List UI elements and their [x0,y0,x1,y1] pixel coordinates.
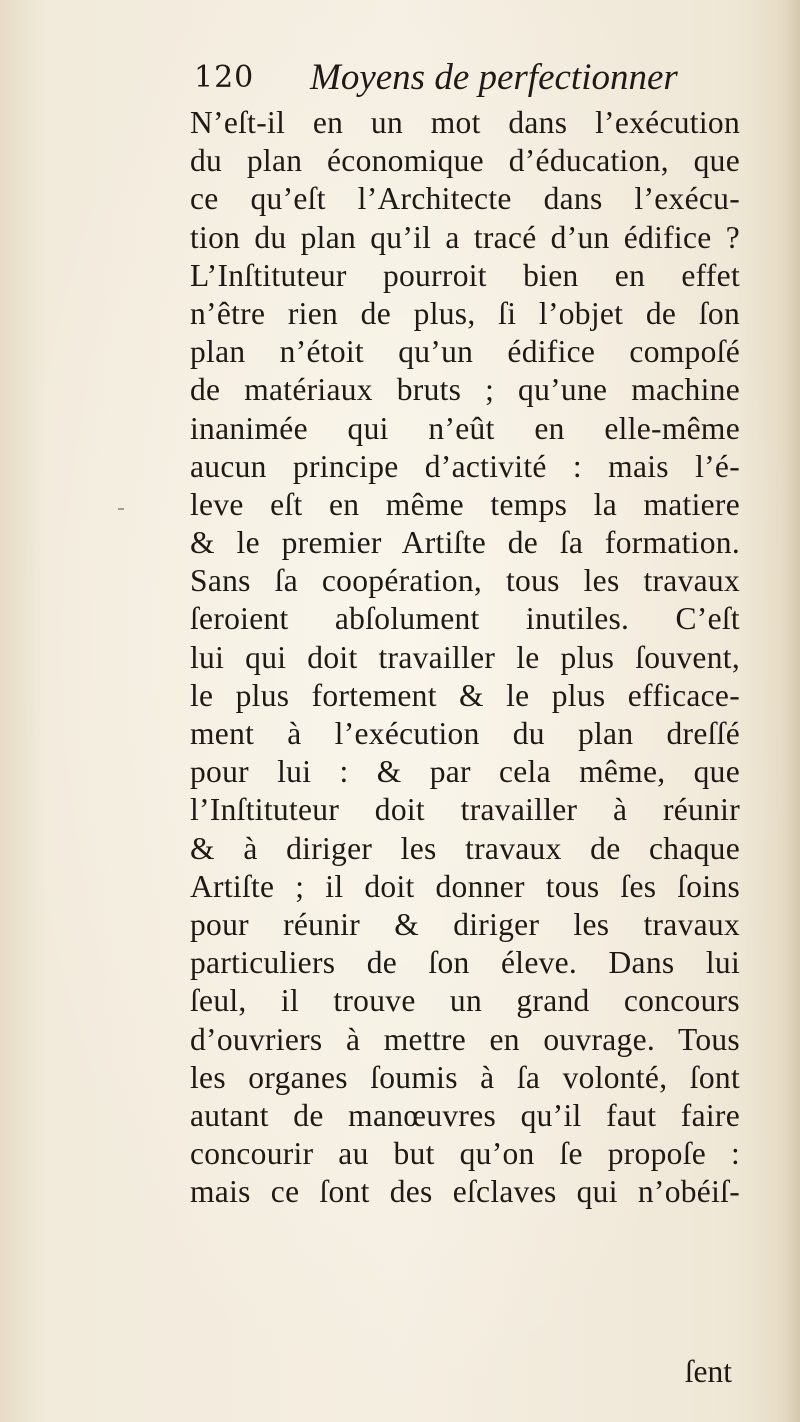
text-line: ment à l’exécution du plan dreſſé [190,716,740,751]
margin-mark [118,508,124,510]
body-text [190,104,740,1211]
text-line: concourir au but qu’on ſe propoſe : [190,1136,740,1172]
text-line: pour lui : & par cela même, que [190,754,740,790]
text-line: ce qu’eſt l’Architecte dans l’exécu- [190,181,740,217]
text-line: L’Inſtituteur pourroit bien en effet [190,257,740,293]
text-line: ſeul, il trouve un grand concours [190,983,740,1019]
text-line: mais ce ſont des eſclaves qui n’obéiſ- [190,1174,740,1210]
catchword: ſent [684,1354,732,1389]
text-line: N’eſt-il en un mot dans l’exécution [190,105,740,140]
page-number: 120 [194,60,255,95]
text-line: n’être rien de plus, ſi l’objet de ſon [190,295,740,331]
running-title: Moyens de perfectionner [310,57,678,98]
text-line: & à diriger les travaux de chaque [190,830,740,866]
text-line: plan n’étoit qu’un édifice compoſé [190,334,740,370]
text-line: autant de manœuvres qu’il faut faire [190,1097,740,1133]
text-line: leve eſt en même temps la matiere [190,486,740,522]
text-line: & le premier Artiſte de ſa formation. [190,525,740,561]
text-line: aucun principe d’activité : mais l’é- [190,448,740,484]
text-line: tion du plan qu’il a tracé d’un édifice ? [190,219,740,255]
text-line: inanimée qui n’eût en elle-même [190,410,740,446]
text-line: du plan économique d’éducation, que [190,143,740,179]
text-line: Sans ſa coopération, tous les travaux [190,563,740,599]
text-line: l’Inſtituteur doit travailler à réunir [190,792,740,828]
page-edge-shadow [782,0,800,1422]
text-line: lui qui doit travailler le plus ſouvent, [190,639,740,675]
text-line: le plus fortement & le plus efficace- [190,677,740,713]
running-header [190,58,750,102]
text-line: pour réunir & diriger les travaux [190,906,740,942]
text-line: ſeroient abſolument inutiles. C’eſt [190,601,740,637]
text-line: Artiſte ; il doit donner tous ſes ſoins [190,868,740,904]
text-line: de matériaux bruts ; qu’une machine [190,372,740,408]
text-line: les organes ſoumis à ſa volonté, ſont [190,1059,740,1095]
text-line: d’ouvriers à mettre en ouvrage. Tous [190,1021,740,1057]
text-line: particuliers de ſon éleve. Dans lui [190,945,740,981]
